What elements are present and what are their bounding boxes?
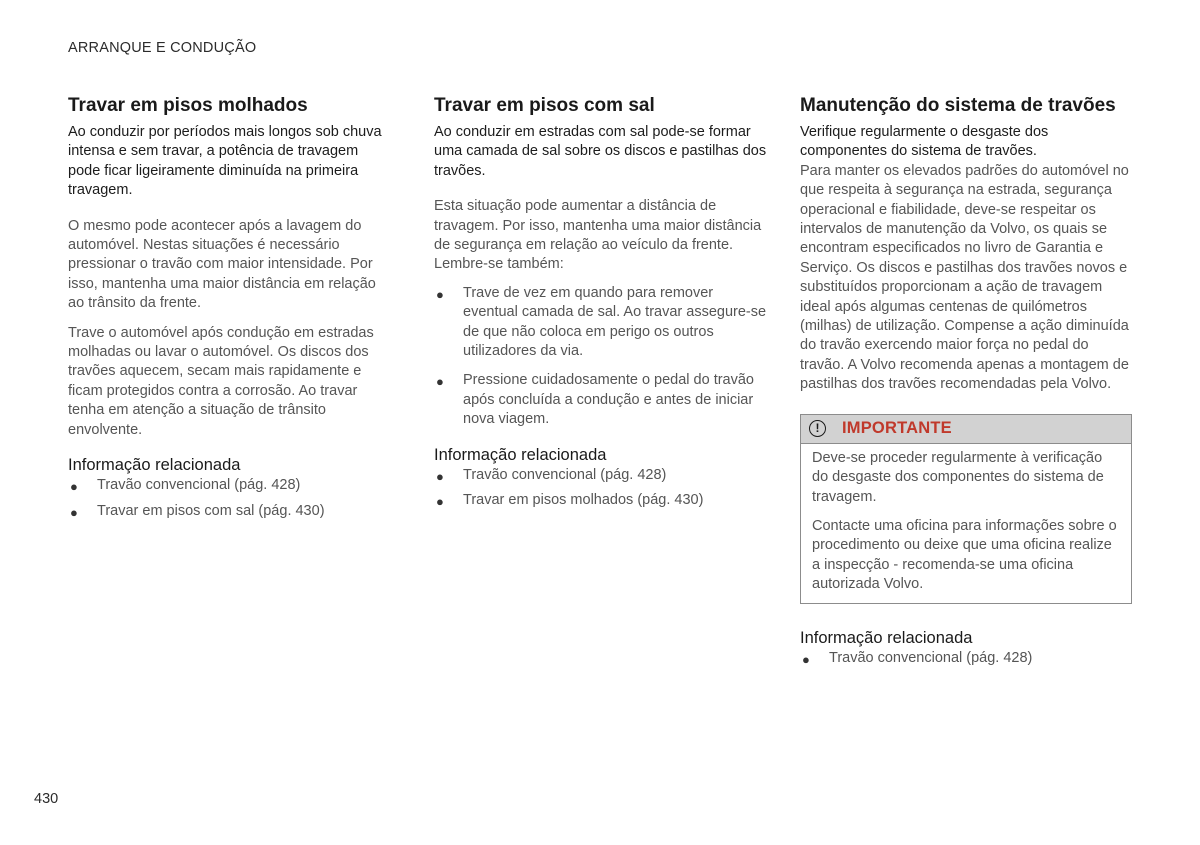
list-item: ● Pressione cuidadosamente o pedal do travão após concluída a condução e antes de iniciar nova viagem.: [436, 372, 754, 428]
related-info-title: Informação relacionada: [434, 445, 607, 464]
notice-paragraph: Deve-se proceder regularmente à verificação do desgaste dos componentes do sistema de travagem.: [812, 449, 1104, 505]
section-title: Travar em pisos molhados: [68, 95, 308, 116]
section-title: Travar em pisos com sal: [434, 95, 655, 116]
related-info-list: [68, 476, 390, 521]
lead-paragraph: Ao conduzir por períodos mais longos sob chuva intensa e sem travar, a potência de travagem pode ficar ligeiramente diminuída na primeira travagem.: [68, 124, 382, 199]
exclamation-circle-icon: !: [809, 420, 826, 437]
bullet-icon: ●: [436, 468, 444, 484]
body-paragraph: Para manter os elevados padrões do automóvel no que respeita à segurança na estrada, segurança operacional e fiabilidade, deve-se respeitar os intervalos de manutenção da Volvo, os quais se encontram especificados no livro de Garantia e Serviço. Os discos e pastilhas dos travões novos e substituídos proporcionam a ação de travagem ideal após algumas centenas de quilómetros (milhas) de utilização. Compense a ação diminuída do travão exercendo maior força no pedal do travão. A Volvo recomenda apenas a montagem de pastilhas dos travões recomendadas pela Volvo.: [800, 162, 1129, 393]
related-info-list: [434, 466, 767, 511]
notice-paragraph: Contacte uma oficina para informações sobre o procedimento ou deixe que uma oficina realize a inspecção - recomenda-se uma oficina autorizada Volvo.: [812, 517, 1117, 593]
related-info-title: Informação relacionada: [800, 628, 973, 647]
body-paragraph: Trave o automóvel após condução em estradas molhadas ou lavar o automóvel. Os discos dos travões aquecem, secam mais rapidamente e ficam protegidos contra a corrosão. Ao travar tenha em atenção a situação de trânsito envolvente.: [68, 324, 374, 438]
related-link[interactable]: ● Travão convencional (pág. 428): [68, 476, 390, 495]
related-info-list: [800, 649, 1132, 668]
bullet-icon: ●: [802, 651, 810, 667]
list-item: ● Trave de vez em quando para remover eventual camada de sal. Ao travar assegure-se de que não coloca em perigo os outros utilizadores da via.: [436, 284, 767, 360]
bullet-icon: ●: [436, 286, 444, 302]
bullet-icon: ●: [70, 479, 78, 495]
section-wet-roads: [68, 94, 390, 521]
body-paragraph: Esta situação pode aumentar a distância de travagem. Por isso, mantenha uma maior distância de segurança em relação ao veículo da frente. Lembre-se também:: [434, 198, 762, 273]
bullet-icon: ●: [70, 504, 78, 520]
lead-paragraph: Ao conduzir em estradas com sal pode-se formar uma camada de sal sobre os discos e pastilhas dos travões.: [434, 124, 767, 179]
important-notice-header: [801, 415, 1131, 444]
lead-paragraph: Verifique regularmente o desgaste dos componentes do sistema de travões.: [800, 124, 1049, 160]
running-head: ARRANQUE E CONDUÇÃO: [68, 40, 257, 56]
section-salted-roads: [434, 94, 767, 511]
section-title: Manutenção do sistema de travões: [800, 95, 1116, 116]
bullet-icon: ●: [436, 374, 444, 390]
bullet-icon: ●: [436, 494, 444, 510]
important-notice-title: IMPORTANTE: [842, 419, 952, 438]
page-number: 430: [34, 791, 59, 807]
important-notice: [800, 414, 1132, 604]
related-link[interactable]: ● Travar em pisos com sal (pág. 430): [68, 502, 390, 521]
important-notice-body: [801, 444, 1131, 603]
related-link[interactable]: ● Travar em pisos molhados (pág. 430): [434, 491, 767, 510]
related-link[interactable]: ● Travão convencional (pág. 428): [434, 466, 767, 485]
related-info-title: Informação relacionada: [68, 456, 241, 475]
related-link[interactable]: ● Travão convencional (pág. 428): [800, 649, 1132, 668]
bullet-list: [434, 284, 767, 430]
section-brake-maintenance: [800, 94, 1132, 668]
body-paragraph: O mesmo pode acontecer após a lavagem do automóvel. Nestas situações é necessário pressionar o travão com maior intensidade. Por isso, mantenha uma maior distância em relação ao trânsito da frente.: [68, 217, 376, 312]
